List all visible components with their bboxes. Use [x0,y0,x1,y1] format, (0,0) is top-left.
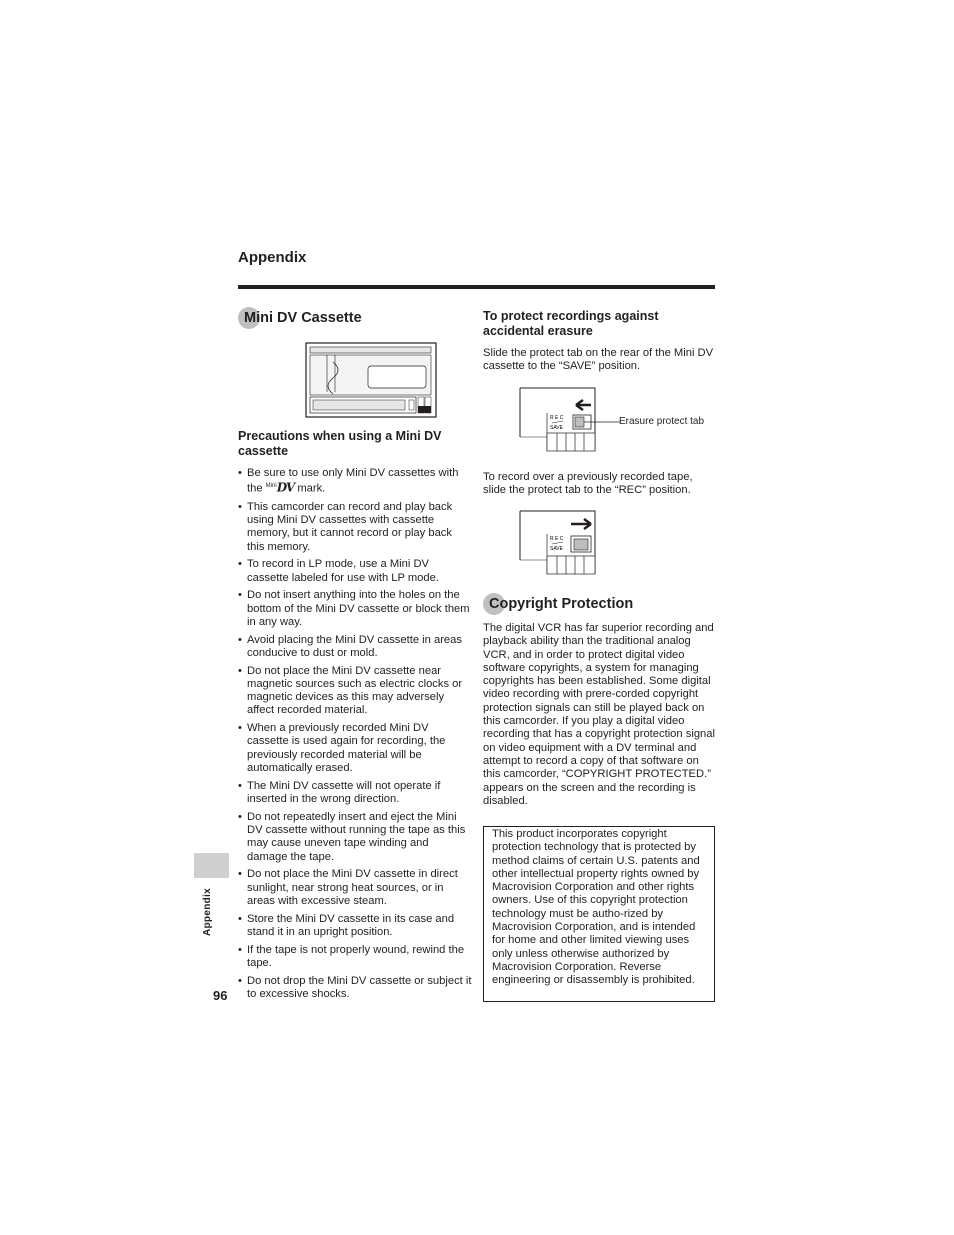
page-number: 96 [213,988,228,1003]
list-item: • To record in LP mode, use a Mini DV cassette labeled for use with LP mode. [238,558,472,585]
save-label: SAVE [550,546,563,552]
list-item: • The Mini DV cassette will not operate if inserted in the wrong direction. [238,780,472,807]
list-item [238,467,472,496]
erasure-protect-tab-caption: Erasure protect tab [619,416,705,427]
copyright-heading [483,593,633,615]
copyright-title: Copyright Protection [489,595,634,612]
list-item: • Store the Mini DV cassette in its case and stand it in an upright position. [238,913,472,940]
mini-dv-heading [238,307,362,329]
list-item: • Do not place the Mini DV cassette in direct sunlight, near strong heat sources, or in areas with excessive steam. [238,868,472,908]
precautions-heading: Precautions when using a Mini DV cassette [238,429,442,458]
precautions-list [238,467,472,1006]
protect-text-rec: To record over a previously recorded tape, slide the protect tab to the “REC” position. [483,471,693,497]
mini-dv-cassette-illustration [305,342,437,418]
dv-logo-icon: DV [276,481,295,496]
rec-label: R E C [550,415,564,421]
rec-label: R E C [550,536,564,542]
protect-tab-rec-illustration [519,510,601,576]
list-item: • When a previously recorded Mini DV cassette is used again for recording, the previously recorded material will be automatically erased. [238,722,472,775]
mini-dv-title: Mini DV Cassette [244,309,362,326]
side-tab [194,853,229,878]
list-item: • Do not insert anything into the holes on the bottom of the Mini DV cassette or block them in any way. [238,589,472,629]
list-item: • Avoid placing the Mini DV cassette in areas conducive to dust or mold. [238,634,472,661]
save-label: SAVE [550,425,563,431]
list-item-text: mark. [297,483,326,496]
list-item-text: Be sure to use only Mini DV cassettes with the [247,467,459,496]
macrovision-notice: This product incorporates copyright protection technology that is protected by method claims of certain U.S. patents and other intellectual property rights owned by Macrovision Corporation and other rights owners. Use of this copyright protection technology must be autho-rized by Macrovision Corporation, and is intended for home and other limited viewing uses only unless otherwise authorized by Macrovision Corporation. Reverse engineering or disassembly is prohibited. [483,826,715,1002]
section-title: Appendix [238,249,307,266]
copyright-body: The digital VCR has far superior recording and playback ability than the traditional analog VCR, and in order to protect digital video software copyrights, a system for managing copyrights has been established. Some digital video recording with prere-corded copyright protection signals can still be played back on this camcorder. If you play a digital video recording that has a copyright protection signal on video equipment with a DV terminal and attempt to record a copy of that software on this camcorder, “COPYRIGHT PROTECTED.” appears on the screen and the recording is disabled. [483,622,715,807]
list-item: • If the tape is not properly wound, rewind the tape. [238,944,472,971]
protect-text-save: Slide the protect tab on the rear of the Mini DV cassette to the “SAVE” position. [483,347,714,373]
side-label: Appendix [202,888,213,936]
list-item: • This camcorder can record and play back using Mini DV cassettes with cassette memory, but it cannot record or play back this memory. [238,501,472,554]
mini-logo-small: Mini [265,483,277,490]
header-rule [238,285,715,289]
protect-tab-save-illustration [519,387,621,453]
list-item: • Do not repeatedly insert and eject the Mini DV cassette without running the tape as this may cause uneven tape winding and damage the tape. [238,811,472,864]
protect-heading: To protect recordings against accidental erasure [483,309,659,338]
list-item: • Do not drop the Mini DV cassette or subject it to excessive shocks. [238,975,472,1002]
list-item: • Do not place the Mini DV cassette near magnetic sources such as electric clocks or magnetic devices as this may adversely affect recorded material. [238,665,472,718]
